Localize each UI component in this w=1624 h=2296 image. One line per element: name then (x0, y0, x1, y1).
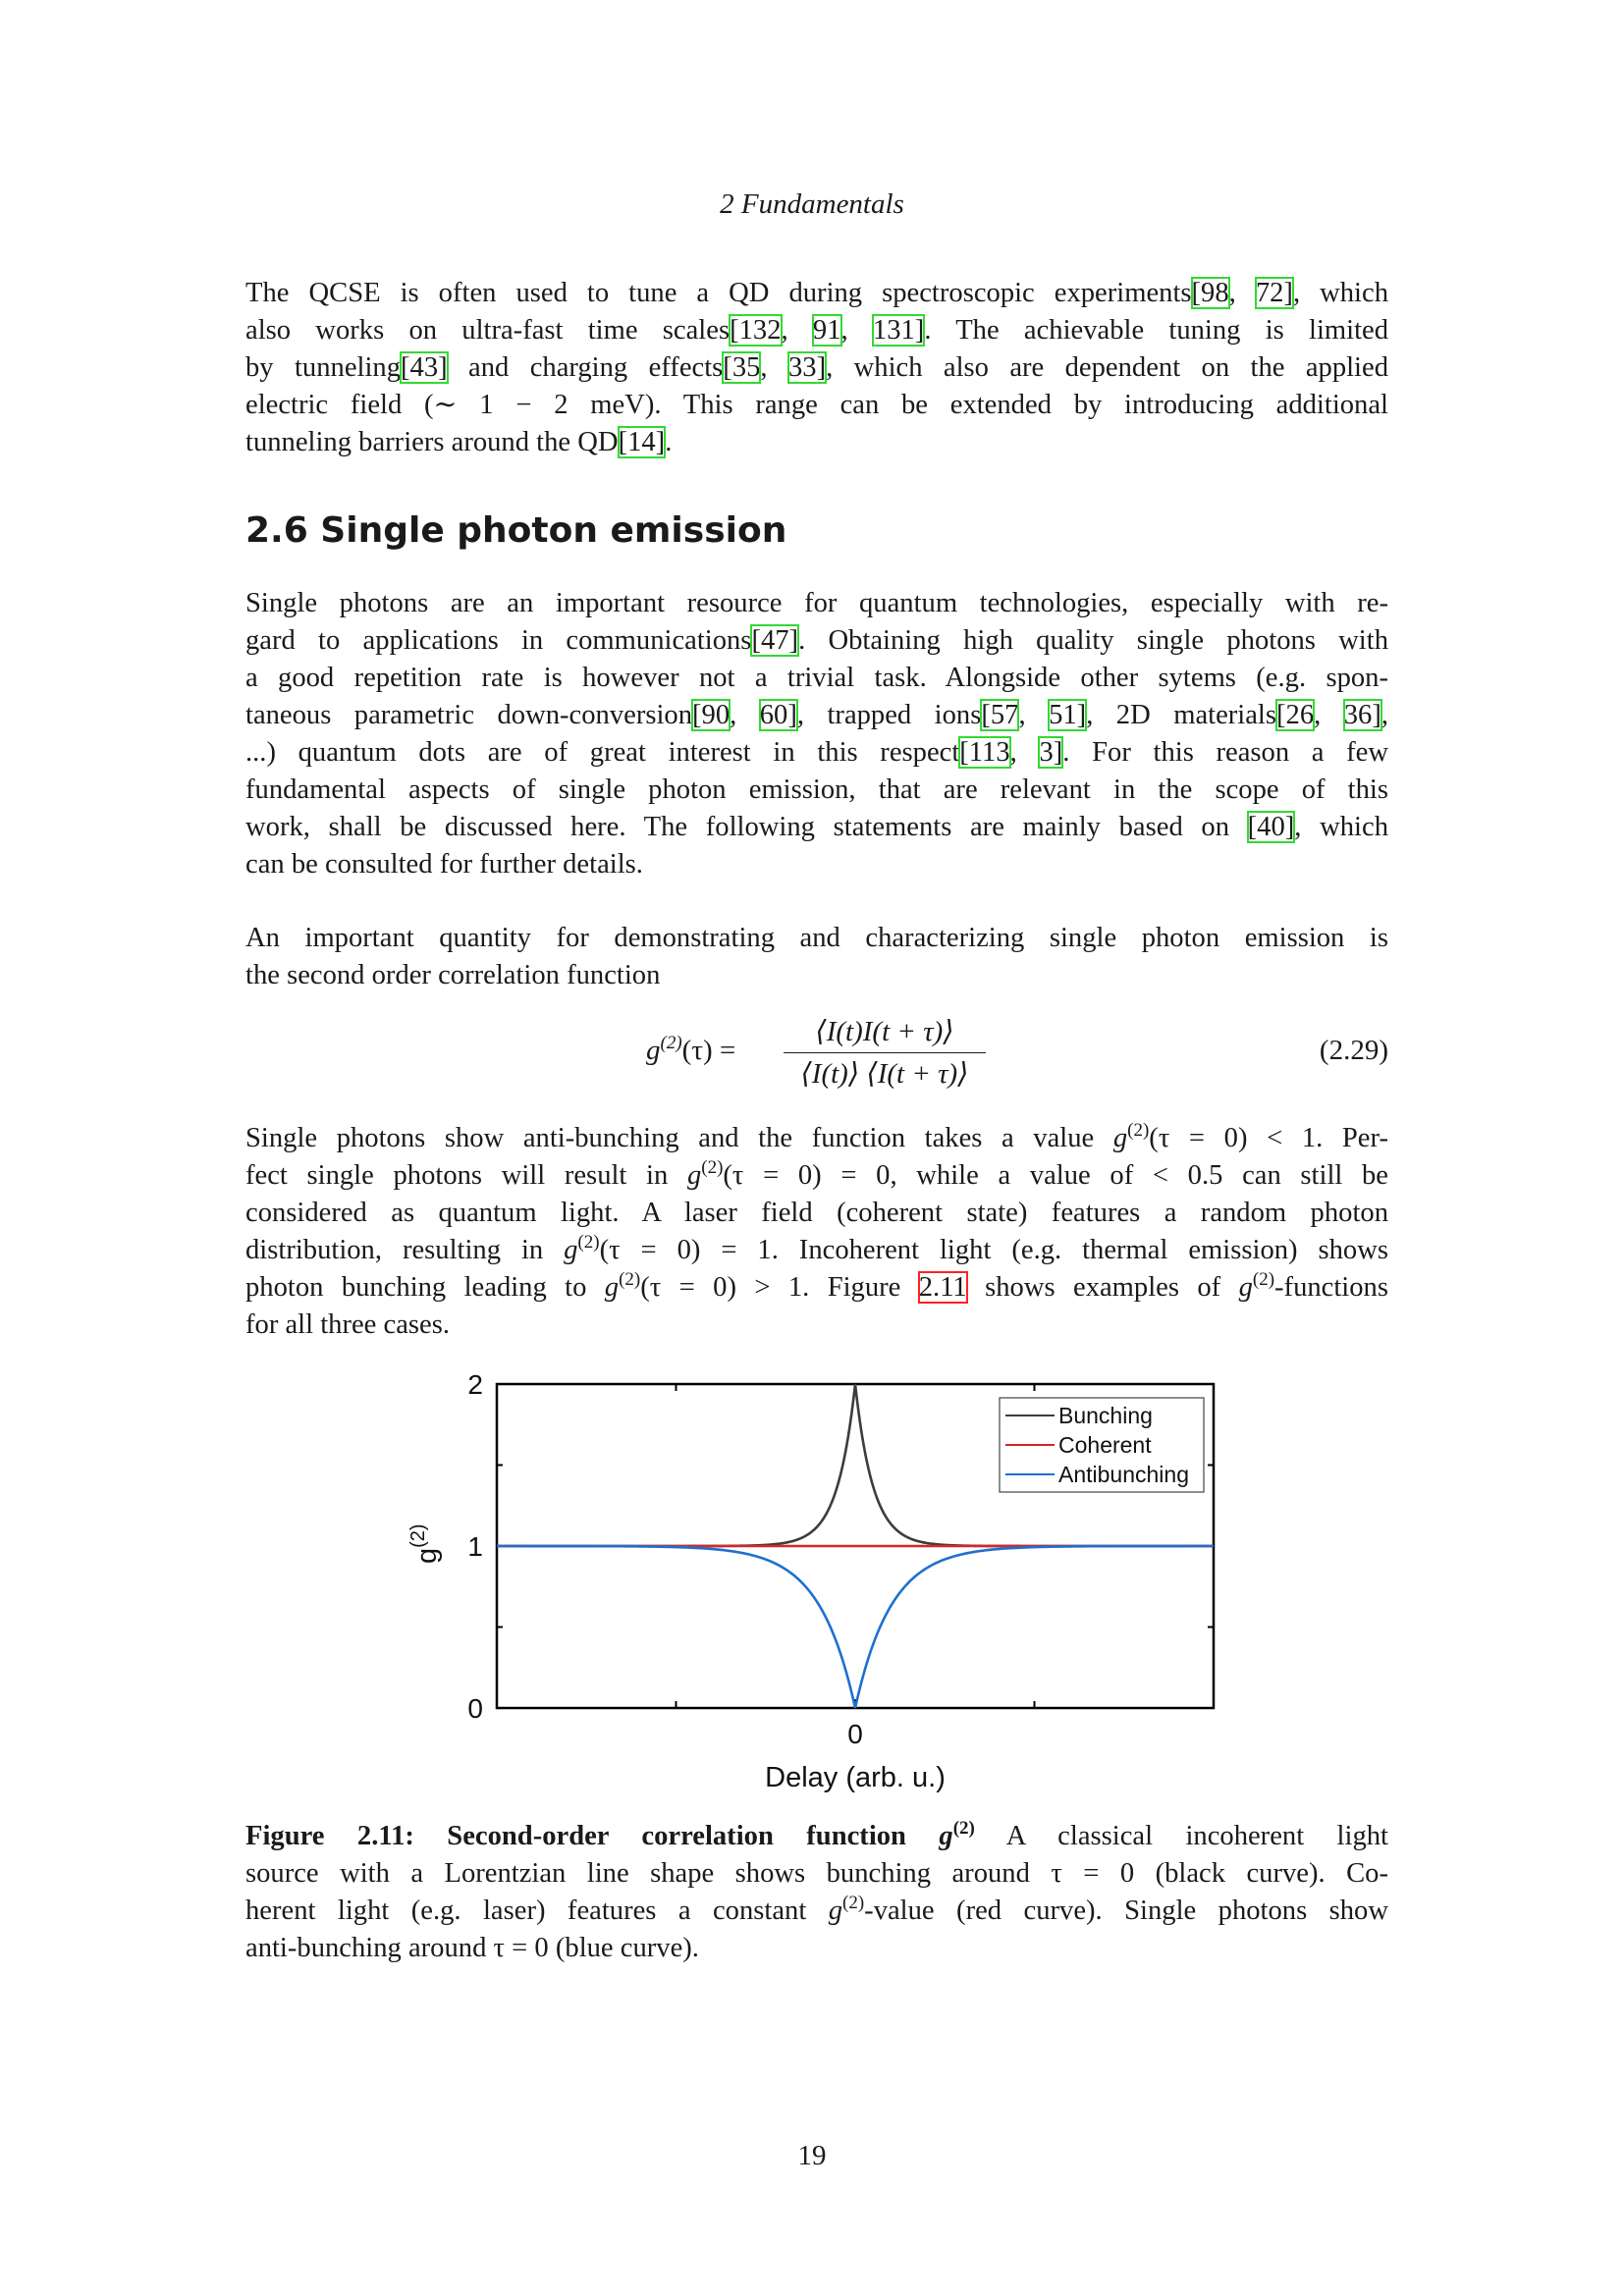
eq-arg: (τ) = (681, 1035, 736, 1066)
text-run: , which (1292, 278, 1388, 308)
figure-link[interactable]: 2.11 (918, 1272, 967, 1303)
x-axis-label: Delay (arb. u.) (765, 1762, 946, 1793)
chart-legend (1000, 1398, 1204, 1492)
eq-g-sup: (2) (660, 1033, 682, 1053)
text-line (245, 846, 1388, 883)
text-run: , while a value of < 0.5 can still be (890, 1160, 1388, 1191)
equation-lhs (646, 1035, 735, 1067)
text-run: distribution, resulting in (245, 1235, 565, 1265)
citation-link[interactable]: 3] (1039, 737, 1063, 768)
caption-line (245, 1818, 1388, 1855)
paragraph-qcse (245, 275, 1388, 461)
citation-link[interactable]: [26 (1276, 700, 1315, 730)
caption-label-text: Figure 2.11: Second-order correlation function (245, 1821, 940, 1851)
math-sup: (2) (1252, 1269, 1275, 1290)
text-run: , which also are dependent on the applied (826, 352, 1388, 383)
caption-math-sup: (2) (842, 1893, 865, 1913)
text-line (245, 734, 1388, 772)
text-line (245, 349, 1388, 387)
equation-denominator: ⟨I(t)⟩ ⟨I(t + τ)⟩ (800, 1058, 969, 1090)
text-run: An important quantity for demonstrating and characterizing single photon emission is (245, 923, 1388, 953)
y-tick-label: 0 (467, 1693, 483, 1724)
citation-link[interactable]: [14] (618, 427, 666, 457)
text-line (245, 1195, 1388, 1232)
citation-link[interactable]: 91 (812, 315, 841, 346)
caption-text: A classical incoherent light (974, 1821, 1388, 1851)
text-line (245, 275, 1388, 312)
text-line (245, 1307, 1388, 1344)
text-run: , (1228, 278, 1256, 308)
text-line (245, 387, 1388, 424)
text-run: , (840, 315, 873, 346)
text-run: , (781, 315, 813, 346)
text-line (245, 424, 1388, 461)
math-sup: (2) (619, 1269, 641, 1290)
text-run: . Per- (1316, 1123, 1388, 1153)
text-run: and charging effects (447, 352, 724, 383)
text-run: The QCSE is often used to tune a QD during spectroscopic experiments (245, 278, 1192, 308)
text-run: , (1018, 700, 1050, 730)
citation-link[interactable]: [90 (692, 700, 731, 730)
text-line (245, 1232, 1388, 1269)
text-run: Single photons show anti-bunching and the function takes a value (245, 1123, 1113, 1153)
citation-link[interactable]: 36] (1343, 700, 1381, 730)
text-run: for all three cases. (245, 1309, 450, 1340)
text-line (245, 920, 1388, 957)
text-run: . Incoherent light (e.g. thermal emission) shows (771, 1235, 1388, 1265)
text-line (245, 312, 1388, 349)
text-run: ...) quantum dots are of great interest in this respect (245, 737, 960, 768)
series-antibunching-line (497, 1546, 1214, 1708)
text-line (245, 957, 1388, 994)
paragraph-correlation-intro (245, 920, 1388, 994)
chart-labels (407, 1369, 946, 1793)
text-line (245, 660, 1388, 697)
citation-link[interactable]: [47] (751, 625, 799, 656)
math-g: g (564, 1235, 578, 1265)
caption-line (245, 1855, 1388, 1893)
caption-label-math: g (939, 1821, 953, 1851)
text-line (245, 809, 1388, 846)
eq-g: g (646, 1035, 661, 1066)
citation-link[interactable]: 72] (1255, 278, 1293, 308)
math-rest: -functions (1274, 1272, 1388, 1303)
figure-2-11 (393, 1355, 1257, 1816)
text-run: , (1314, 700, 1344, 730)
text-run: work, shall be discussed here. The following statements are mainly based on (245, 812, 1248, 842)
text-run: , which (1294, 812, 1388, 842)
caption-math: g (828, 1896, 843, 1926)
paragraph-single-photons (245, 585, 1388, 883)
page-number: 19 (797, 2140, 827, 2171)
text-run: taneous parametric down-conversion (245, 700, 693, 730)
text-run: , 2D materials (1086, 700, 1276, 730)
text-run: electric field (∼ 1 − 2 meV). This range can be extended by introducing additional (245, 390, 1388, 420)
citation-link[interactable]: 131] (872, 315, 925, 346)
citation-link[interactable]: 60] (759, 700, 797, 730)
text-run: , (760, 352, 788, 383)
inline-math (686, 1157, 891, 1191)
paragraph-antibunching (245, 1120, 1388, 1344)
equation-2-29 (245, 1011, 1388, 1099)
text-line (245, 1120, 1388, 1157)
math-g: g (1112, 1123, 1128, 1153)
citation-link[interactable]: [132 (730, 315, 782, 346)
text-run: by tunneling (245, 352, 401, 383)
y-axis-label (407, 1523, 443, 1564)
citation-link[interactable]: [98 (1191, 278, 1229, 308)
caption-text: -value (red curve). Single photons show (864, 1896, 1389, 1926)
text-line (245, 1269, 1388, 1307)
caption-text: source with a Lorentzian line shape shows bunching around τ = 0 (black curve). Co- (245, 1858, 1388, 1889)
caption-text: herent light (e.g. laser) features a constant (245, 1896, 829, 1926)
legend-entry: Bunching (1058, 1403, 1153, 1428)
y-axis-label-g: g (411, 1547, 443, 1564)
figure-caption (245, 1818, 1388, 1967)
text-line (245, 772, 1388, 809)
inline-math (564, 1232, 772, 1265)
math-g: g (686, 1160, 702, 1191)
caption-label-sup: (2) (952, 1818, 975, 1839)
text-run: . (665, 427, 673, 457)
text-run: also works on ultra-fast time scales (245, 315, 731, 346)
text-run: a good repetition rate is however not a trivial task. Alongside other sytems (e.g. spon- (245, 663, 1388, 693)
text-line (245, 697, 1388, 734)
caption-label (245, 1818, 975, 1851)
citation-link[interactable]: [43] (401, 352, 448, 383)
y-tick-label: 1 (467, 1531, 483, 1562)
text-run: shows examples of (966, 1272, 1239, 1303)
g2-chart (393, 1355, 1257, 1816)
math-rest: (τ = 0) = 0 (723, 1160, 891, 1191)
equation-numerator: ⟨I(t)I(t + τ)⟩ (815, 1016, 954, 1047)
citation-link[interactable]: 51] (1049, 700, 1087, 730)
math-g: g (1238, 1272, 1253, 1303)
text-run: , (1009, 737, 1040, 768)
math-sup: (2) (1127, 1120, 1150, 1141)
text-run: the second order correlation function (245, 960, 661, 990)
section-heading: 2.6 Single photon emission (245, 510, 787, 551)
math-g: g (604, 1272, 620, 1303)
equation-number: (2.29) (1319, 1035, 1388, 1066)
text-run: . Obtaining high quality single photons with (798, 625, 1388, 656)
citation-link[interactable]: [40] (1247, 812, 1295, 842)
equation-fraction (782, 1011, 988, 1095)
text-line (245, 622, 1388, 660)
running-head: 2 Fundamentals (720, 188, 904, 220)
math-rest: (τ = 0) = 1 (599, 1235, 772, 1265)
math-rest: (τ = 0) > 1 (640, 1272, 803, 1303)
legend-entry: Antibunching (1058, 1462, 1189, 1487)
caption-line (245, 1893, 1388, 1930)
text-run: , trapped ions (796, 700, 982, 730)
text-run: Single photons are an important resource for quantum technologies, especially with re- (245, 588, 1388, 618)
text-line (245, 1157, 1388, 1195)
caption-text: anti-bunching around τ = 0 (blue curve). (245, 1933, 699, 1963)
text-run: , (730, 700, 760, 730)
text-run: tunneling barriers around the QD (245, 427, 619, 457)
math-rest: (τ = 0) < 1 (1149, 1123, 1317, 1153)
y-axis-label-sup: (2) (407, 1523, 429, 1548)
text-run: . The achievable tuning is limited (924, 315, 1389, 346)
inline-math (1238, 1269, 1388, 1303)
text-run: . Figure (802, 1272, 919, 1303)
caption-line (245, 1930, 1388, 1967)
text-run: photon bunching leading to (245, 1272, 605, 1303)
text-line (245, 585, 1388, 622)
x-tick-label: 0 (847, 1719, 863, 1749)
text-run: fect single photons will result in (245, 1160, 687, 1191)
citation-link[interactable]: [35 (723, 352, 761, 383)
math-sup: (2) (701, 1157, 724, 1178)
citation-link[interactable]: 33] (787, 352, 827, 383)
text-run: gard to applications in communications (245, 625, 752, 656)
citation-link[interactable]: [113 (959, 737, 1010, 768)
citation-link[interactable]: [57 (981, 700, 1019, 730)
text-run: , (1380, 700, 1389, 730)
inline-math (1112, 1120, 1317, 1153)
math-sup: (2) (577, 1232, 600, 1253)
y-tick-label: 2 (467, 1369, 483, 1400)
text-run: considered as quantum light. A laser field (coherent state) features a random photon (245, 1198, 1388, 1228)
legend-entry: Coherent (1058, 1432, 1152, 1458)
text-run: can be consulted for further details. (245, 849, 643, 880)
text-run: . For this reason a few (1062, 737, 1389, 768)
text-run: fundamental aspects of single photon emission, that are relevant in the scope of this (245, 774, 1388, 805)
inline-math (604, 1269, 803, 1303)
